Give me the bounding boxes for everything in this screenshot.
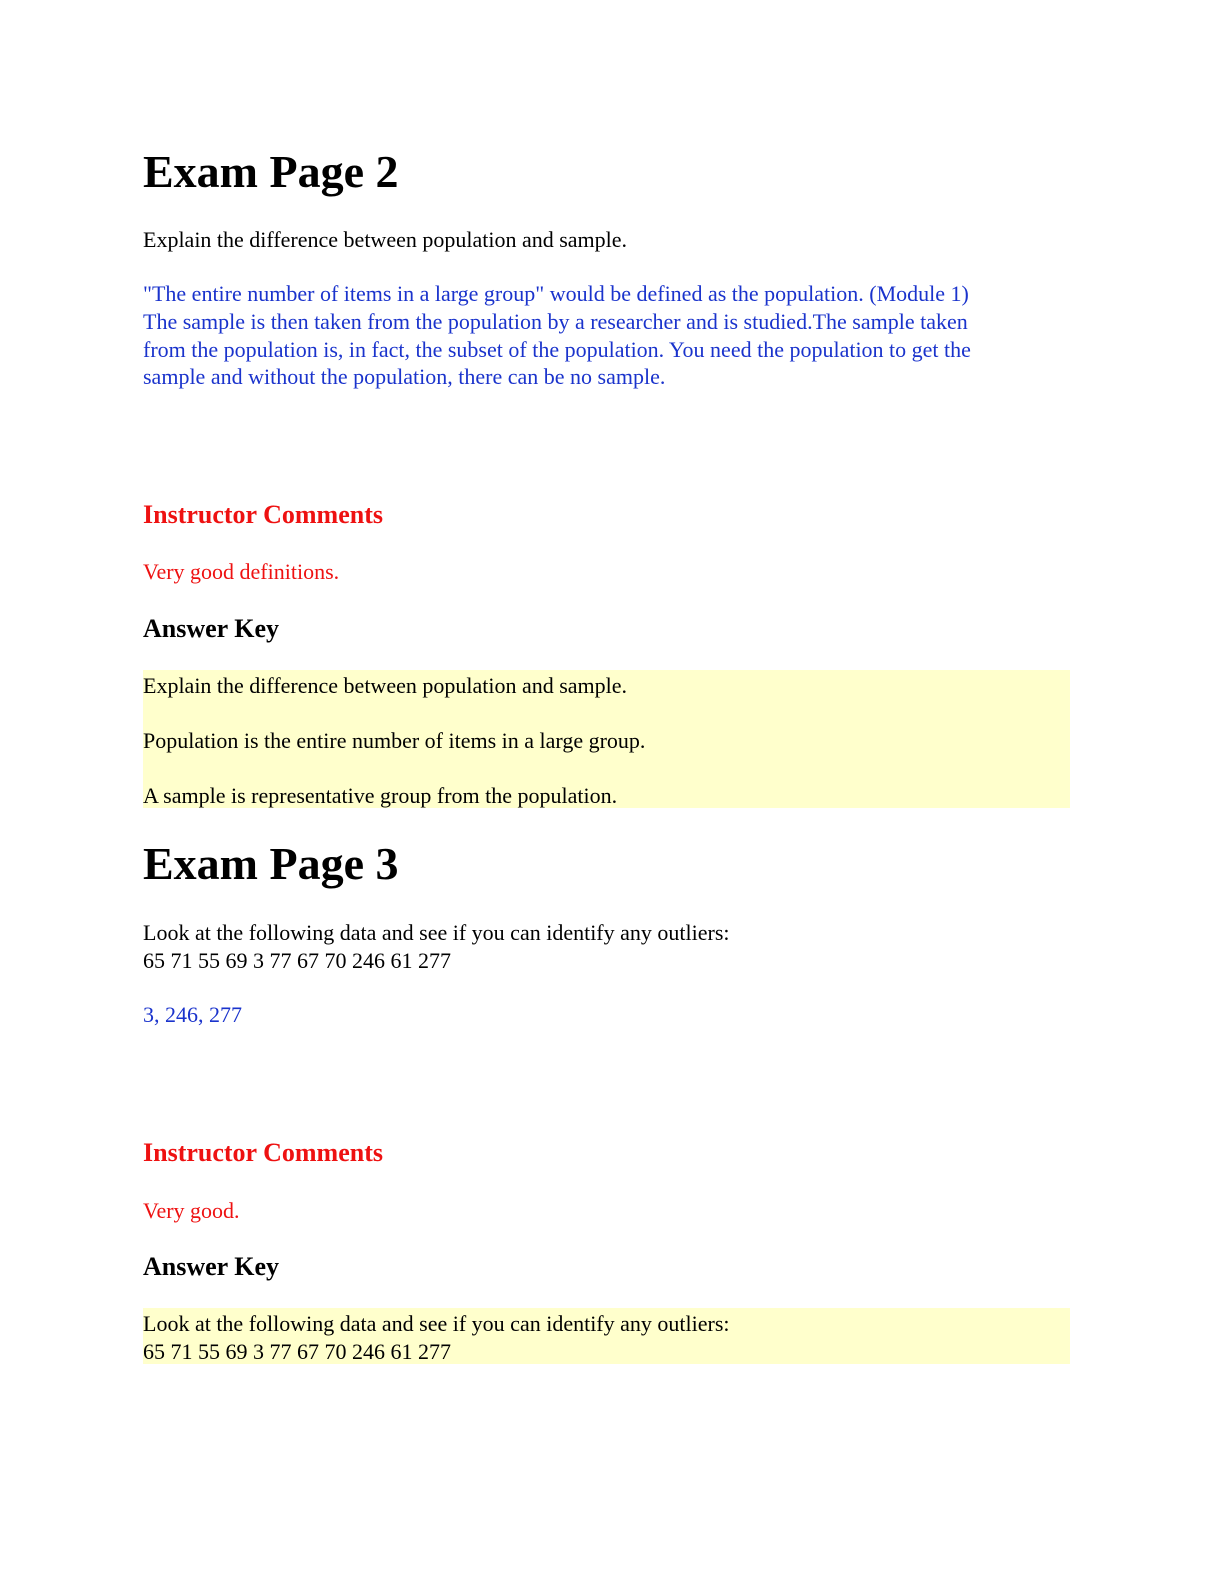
exam-page-3-student-answer: 3, 246, 277 bbox=[143, 1002, 242, 1027]
exam-page-3-instructor-comments-heading: Instructor Comments bbox=[143, 1138, 383, 1167]
exam-page-2-instructor-comment: Very good definitions. bbox=[143, 559, 340, 584]
exam-page-3-instructor-comment: Very good. bbox=[143, 1198, 240, 1223]
exam-page-2-title: Exam Page 2 bbox=[143, 146, 399, 197]
student-answer-line: The sample is then taken from the population by a researcher and is studied.The sample taken bbox=[143, 309, 968, 334]
answer-key-line: Population is the entire number of items in a large group. bbox=[143, 728, 646, 753]
answer-key-data-line: 65 71 55 69 3 77 67 70 246 61 277 bbox=[143, 1339, 451, 1364]
exam-page-3-title: Exam Page 3 bbox=[143, 838, 399, 889]
exam-page-2-question: Explain the difference between population and sample. bbox=[143, 227, 628, 252]
exam-page-2-answer-key-box bbox=[143, 670, 1070, 808]
exam-page-2-instructor-comments-heading: Instructor Comments bbox=[143, 500, 383, 529]
student-answer-line: from the population is, in fact, the subset of the population. You need the population to get the bbox=[143, 337, 971, 362]
exam-page-3-data-line: 65 71 55 69 3 77 67 70 246 61 277 bbox=[143, 948, 451, 973]
answer-key-question: Look at the following data and see if you can identify any outliers: bbox=[143, 1311, 730, 1336]
student-answer-line: "The entire number of items in a large group" would be defined as the population. (Module 1) bbox=[143, 281, 969, 306]
student-answer-line: sample and without the population, there can be no sample. bbox=[143, 364, 666, 389]
exam-page-3-answer-key-heading: Answer Key bbox=[143, 1252, 280, 1281]
exam-page-2-answer-key-heading: Answer Key bbox=[143, 614, 280, 643]
answer-key-line: A sample is representative group from the population. bbox=[143, 783, 618, 808]
exam-page-3-question: Look at the following data and see if you can identify any outliers: bbox=[143, 920, 730, 945]
answer-key-question: Explain the difference between population and sample. bbox=[143, 673, 628, 698]
exam-page-3-answer-key-box bbox=[143, 1308, 1070, 1364]
